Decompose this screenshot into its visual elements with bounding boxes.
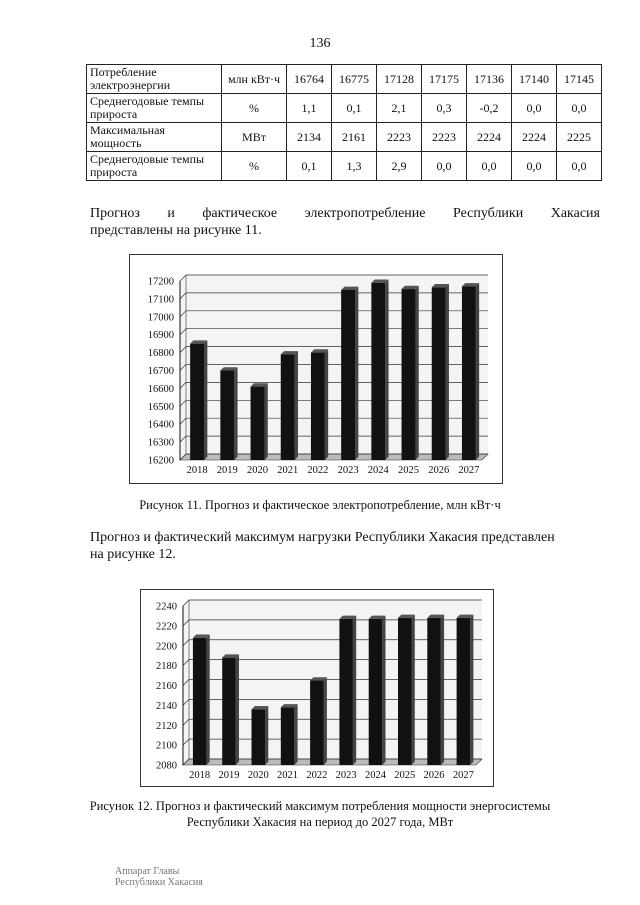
y-tick-label: 17000 (147, 312, 174, 324)
x-tick-label: 2022 (307, 465, 329, 476)
x-tick-label: 2023 (337, 465, 359, 476)
y-tick-label: 2220 (156, 621, 177, 633)
bar-2024 (371, 283, 385, 460)
paragraph-line: Прогноз и фактический максимум нагрузки Республики Хакасия представлен (90, 530, 555, 545)
paragraph-figure-11-intro (90, 205, 600, 239)
paragraph-line: на рисунке 12. (90, 547, 176, 562)
x-tick-label: 2023 (335, 770, 357, 781)
bar-side (382, 616, 385, 765)
paragraph-figure-12-intro (90, 529, 600, 563)
bar-2025 (398, 618, 411, 765)
x-tick-label: 2019 (216, 465, 238, 476)
x-tick-label: 2018 (186, 465, 208, 476)
bar-2018 (193, 638, 206, 765)
bar-2020 (251, 387, 265, 460)
y-tick-label: 16600 (147, 383, 174, 395)
table-cell-value: 17140 (512, 65, 557, 94)
y-tick-label: 16300 (147, 437, 174, 449)
y-tick-label: 2240 (156, 601, 177, 613)
table-cell-value: 2224 (512, 123, 557, 152)
stamp-line: Аппарат Главы (115, 866, 180, 877)
x-tick-label: 2021 (277, 770, 299, 781)
bar-side (264, 383, 267, 460)
table-cell-value: 0,0 (467, 152, 512, 181)
figure-12-caption (0, 798, 640, 830)
x-tick-label: 2019 (218, 770, 240, 781)
table-cell-value: 2223 (422, 123, 467, 152)
bar-2026 (432, 287, 446, 460)
x-tick-label: 2027 (458, 465, 480, 476)
bar-2027 (457, 618, 470, 765)
y-tick-label: 17200 (147, 276, 174, 288)
y-tick-label: 2120 (156, 720, 177, 732)
table-cell-value: 2225 (557, 123, 602, 152)
stamp-line: Республики Хакасия (115, 877, 203, 888)
table-cell-value: 16775 (332, 65, 377, 94)
energy-table (86, 64, 602, 181)
bar-side (385, 279, 388, 460)
bar-side (476, 283, 479, 460)
y-tick-label: 17100 (147, 294, 174, 306)
paragraph-word: электропотребление (304, 206, 426, 221)
table-row (87, 65, 602, 94)
bar-side (206, 635, 209, 766)
table-cell-unit: млн кВт·ч (222, 65, 287, 94)
table-cell-value: 2161 (332, 123, 377, 152)
x-tick-label: 2026 (423, 770, 445, 781)
x-tick-label: 2020 (247, 465, 268, 476)
y-tick-label: 16800 (147, 348, 174, 360)
bar-side (470, 615, 473, 765)
max-load-chart (140, 589, 494, 787)
x-tick-label: 2021 (277, 465, 299, 476)
table-row (87, 123, 602, 152)
table-cell-value: 2224 (467, 123, 512, 152)
bar-2027 (462, 286, 476, 460)
bar-side (294, 704, 297, 765)
bar-side (236, 654, 239, 765)
y-tick-label: 16400 (147, 419, 174, 431)
bar-2022 (311, 353, 325, 460)
consumption-chart (129, 254, 503, 484)
table-cell-value: 0,3 (422, 94, 467, 123)
table-cell-value: 17136 (467, 65, 512, 94)
paragraph-word: и (167, 206, 175, 221)
table-cell-parameter: Среднегодовые темпы прироста (87, 152, 222, 181)
bar-2026 (427, 618, 440, 765)
x-tick-label: 2024 (367, 465, 389, 476)
figure-11-caption: Рисунок 11. Прогноз и фактическое электропотребление, млн кВт·ч (139, 498, 501, 512)
bar-2020 (252, 709, 265, 765)
y-tick-label: 2140 (156, 700, 177, 712)
table-row (87, 152, 602, 181)
table-cell-value: 2223 (377, 123, 422, 152)
table-cell-value: 2,1 (377, 94, 422, 123)
table-cell-value: 17175 (422, 65, 467, 94)
y-tick-label: 2200 (156, 641, 177, 653)
page-number: 136 (309, 36, 331, 51)
bar-side (234, 367, 237, 460)
bar-side (353, 616, 356, 765)
table-cell-unit: МВт (222, 123, 287, 152)
bar-side (411, 615, 414, 765)
bar-2025 (402, 289, 416, 460)
paragraph-word: Хакасия (550, 206, 600, 221)
y-tick-label: 2100 (156, 740, 177, 752)
table-cell-value: 17128 (377, 65, 422, 94)
x-tick-label: 2022 (306, 770, 328, 781)
caption-line: Республики Хакасия на период до 2027 года, МВт (186, 815, 454, 829)
x-tick-label: 2027 (452, 770, 474, 781)
table-cell-value: 0,0 (422, 152, 467, 181)
paragraph-line: представлены на рисунке 11. (90, 223, 262, 238)
bar-2022 (310, 681, 323, 765)
table-cell-unit: % (222, 152, 287, 181)
bar-side (325, 349, 328, 460)
bar-2021 (281, 707, 294, 765)
bar-side (446, 284, 449, 460)
table-cell-value: 2134 (287, 123, 332, 152)
table-cell-parameter: Максимальная мощность (87, 123, 222, 152)
x-tick-label: 2025 (394, 770, 416, 781)
y-tick-label: 16200 (147, 455, 174, 467)
table-cell-value: 0,0 (512, 152, 557, 181)
table-cell-unit: % (222, 94, 287, 123)
bar-2023 (341, 290, 355, 460)
paragraph-word: Прогноз (90, 206, 140, 221)
table-cell-value: 1,1 (287, 94, 332, 123)
table-cell-value: 0,1 (332, 94, 377, 123)
bar-2023 (339, 619, 352, 765)
bar-2018 (190, 344, 204, 460)
bar-side (355, 287, 358, 460)
bar-side (324, 677, 327, 765)
table-cell-value: 0,1 (287, 152, 332, 181)
paragraph-word: фактическое (202, 206, 278, 221)
bar-side (204, 340, 207, 460)
table-cell-value: 2,9 (377, 152, 422, 181)
y-tick-label: 16500 (147, 401, 174, 413)
y-tick-label: 16900 (147, 330, 174, 342)
bar-side (441, 615, 444, 765)
table-cell-value: -0,2 (467, 94, 512, 123)
y-tick-label: 2180 (156, 661, 177, 673)
table-cell-value: 0,0 (512, 94, 557, 123)
y-tick-label: 16700 (147, 366, 174, 377)
x-tick-label: 2025 (398, 465, 419, 476)
bar-2019 (220, 371, 234, 461)
table-cell-value: 16764 (287, 65, 332, 94)
table-cell-value: 1,3 (332, 152, 377, 181)
x-tick-label: 2024 (364, 770, 386, 781)
bar-2021 (281, 354, 295, 460)
bar-side (265, 706, 268, 765)
y-tick-label: 2080 (156, 760, 177, 772)
x-tick-label: 2020 (247, 770, 269, 781)
x-tick-label: 2018 (189, 770, 211, 781)
table-cell-value: 0,0 (557, 152, 602, 181)
stamp (115, 866, 203, 888)
bar-side (295, 351, 298, 460)
table-cell-parameter: Потребление электроэнергии (87, 65, 222, 94)
bar-2019 (222, 658, 235, 765)
paragraph-word: Республики (452, 206, 524, 221)
table-cell-value: 17145 (557, 65, 602, 94)
y-tick-label: 2160 (156, 681, 177, 692)
bar-2024 (369, 619, 382, 765)
x-tick-label: 2026 (428, 465, 450, 476)
caption-line: Рисунок 12. Прогноз и фактический максимум потребления мощности энергосистемы (89, 799, 551, 813)
bar-side (415, 286, 418, 460)
table-row (87, 94, 602, 123)
table-cell-parameter: Среднегодовые темпы прироста (87, 94, 222, 123)
table-cell-value: 0,0 (557, 94, 602, 123)
